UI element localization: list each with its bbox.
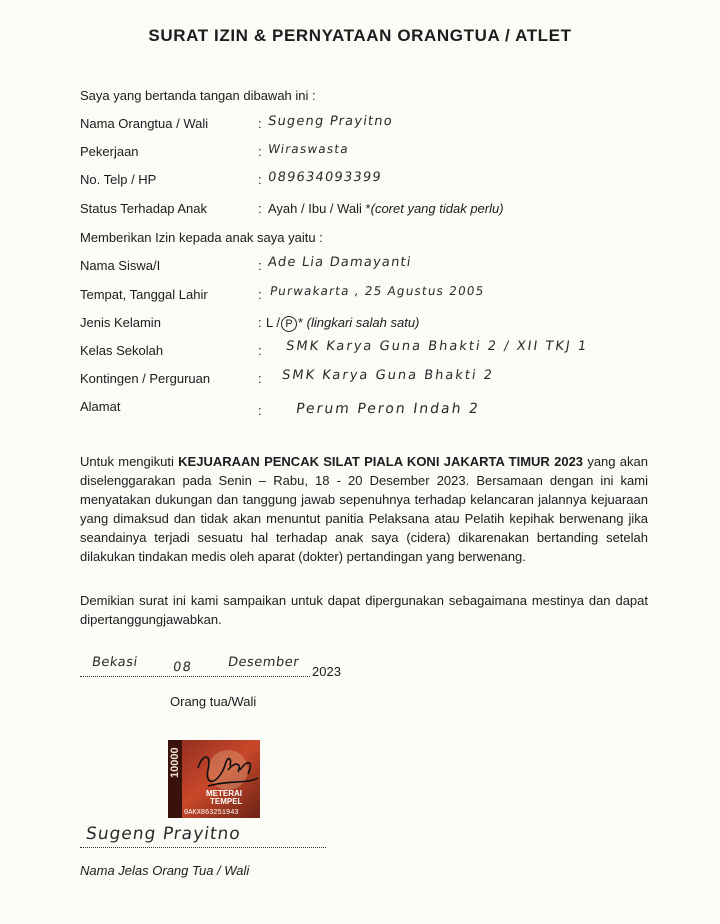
signer-role: Orang tua/Wali	[170, 694, 257, 709]
stamp-text1: METERAI	[206, 789, 242, 798]
stamp-text2: TEMPEL	[210, 797, 243, 806]
field-label: Alamat	[80, 399, 121, 414]
meterai-stamp	[168, 740, 260, 818]
signer-name: Sugeng Prayitno	[84, 824, 243, 844]
document-title: SURAT IZIN & PERNYATAAN ORANGTUA / ATLET	[148, 26, 572, 45]
address-value: Perum Peron Indah 2	[294, 401, 481, 417]
field-label: Tempat, Tanggal Lahir	[80, 287, 208, 302]
date-day: 08	[171, 660, 194, 675]
field-label: Jenis Kelamin	[80, 315, 161, 330]
contingent-value: SMK Karya Guna Bhakti 2	[280, 368, 496, 383]
field-label: Nama Orangtua / Wali	[80, 116, 209, 131]
status-value	[268, 201, 504, 216]
field-label: Pekerjaan	[80, 144, 139, 159]
dotted-line	[80, 847, 326, 848]
colon: :	[258, 258, 262, 273]
status-options: Ayah / Ibu / Wali *	[268, 201, 371, 216]
date-month: Desember	[226, 655, 301, 670]
gender-value: L / P * (lingkari salah satu)	[266, 315, 420, 330]
gender-note: (lingkari salah satu)	[306, 315, 420, 330]
closing-paragraph: Demikian surat ini kami sampaikan untuk dapat dipergunakan sebagaimana mestinya dan dapat dipertanggungjawabkan.	[80, 593, 648, 627]
phone-value: 089634093399	[266, 170, 383, 185]
field-label: Status Terhadap Anak	[80, 201, 207, 216]
date-place: Bekasi	[90, 655, 139, 670]
stamp-value: 10000	[169, 747, 181, 778]
paragraph-prefix: Untuk mengikuti	[80, 454, 179, 469]
occupation-value: Wiraswasta	[267, 142, 350, 156]
class-value: SMK Karya Guna Bhakti 2 / XII TKJ 1	[284, 339, 590, 354]
colon: :	[258, 172, 262, 187]
event-name: KEJUARAAN PENCAK SILAT PIALA KONI JAKARTA TIMUR 2023	[178, 454, 584, 469]
stamp-graphic	[168, 740, 260, 818]
field-label: Kelas Sekolah	[80, 343, 164, 358]
field-label: Kontingen / Perguruan	[80, 371, 211, 386]
colon: :	[258, 315, 262, 330]
colon: :	[258, 116, 262, 131]
parent-name-value: Sugeng Prayitno	[266, 114, 394, 129]
colon: :	[258, 144, 262, 159]
status-note: (coret yang tidak perlu)	[370, 201, 504, 216]
colon: :	[258, 371, 262, 386]
paragraph-body: yang akan diselenggarakan pada Senin – Rabu, 18 - 20 Desember 2023. Bersamaan dengan ini kami menyatakan dukungan dan tanggung jawab sepenuhnya terhadap kelancaran jalannya kejuaraan yang dimaksud dan tidak akan menuntut panitia Pelaksana atau Pelatih kepihak berwenang jika seandainya terjadi sesuatu hal terhadap anak saya (cidera) dikarenakan bertanding setelah dilakukan tindakan medis oleh aparat (dokter) pertandingan yang berwenang.	[80, 454, 648, 564]
dotted-line	[80, 676, 310, 677]
colon: :	[258, 287, 262, 302]
circled-p: P	[281, 316, 297, 332]
permission-intro: Memberikan Izin kepada anak saya yaitu :	[80, 230, 323, 245]
field-label: No. Telp / HP	[80, 172, 157, 187]
field-label: Nama Siswa/I	[80, 258, 161, 273]
stamp-serial: 0AKX863251943	[184, 809, 239, 817]
intro-text: Saya yang bertanda tangan dibawah ini :	[80, 88, 316, 103]
student-name-value: Ade Lia Damayanti	[266, 255, 413, 270]
colon: :	[258, 343, 262, 358]
colon: :	[258, 403, 262, 418]
statement-paragraph	[80, 452, 648, 566]
signer-caption: Nama Jelas Orang Tua / Wali	[80, 863, 250, 878]
date-year: 2023	[312, 664, 341, 679]
birth-value: Purwakarta , 25 Agustus 2005	[269, 284, 486, 298]
colon: :	[258, 201, 262, 216]
